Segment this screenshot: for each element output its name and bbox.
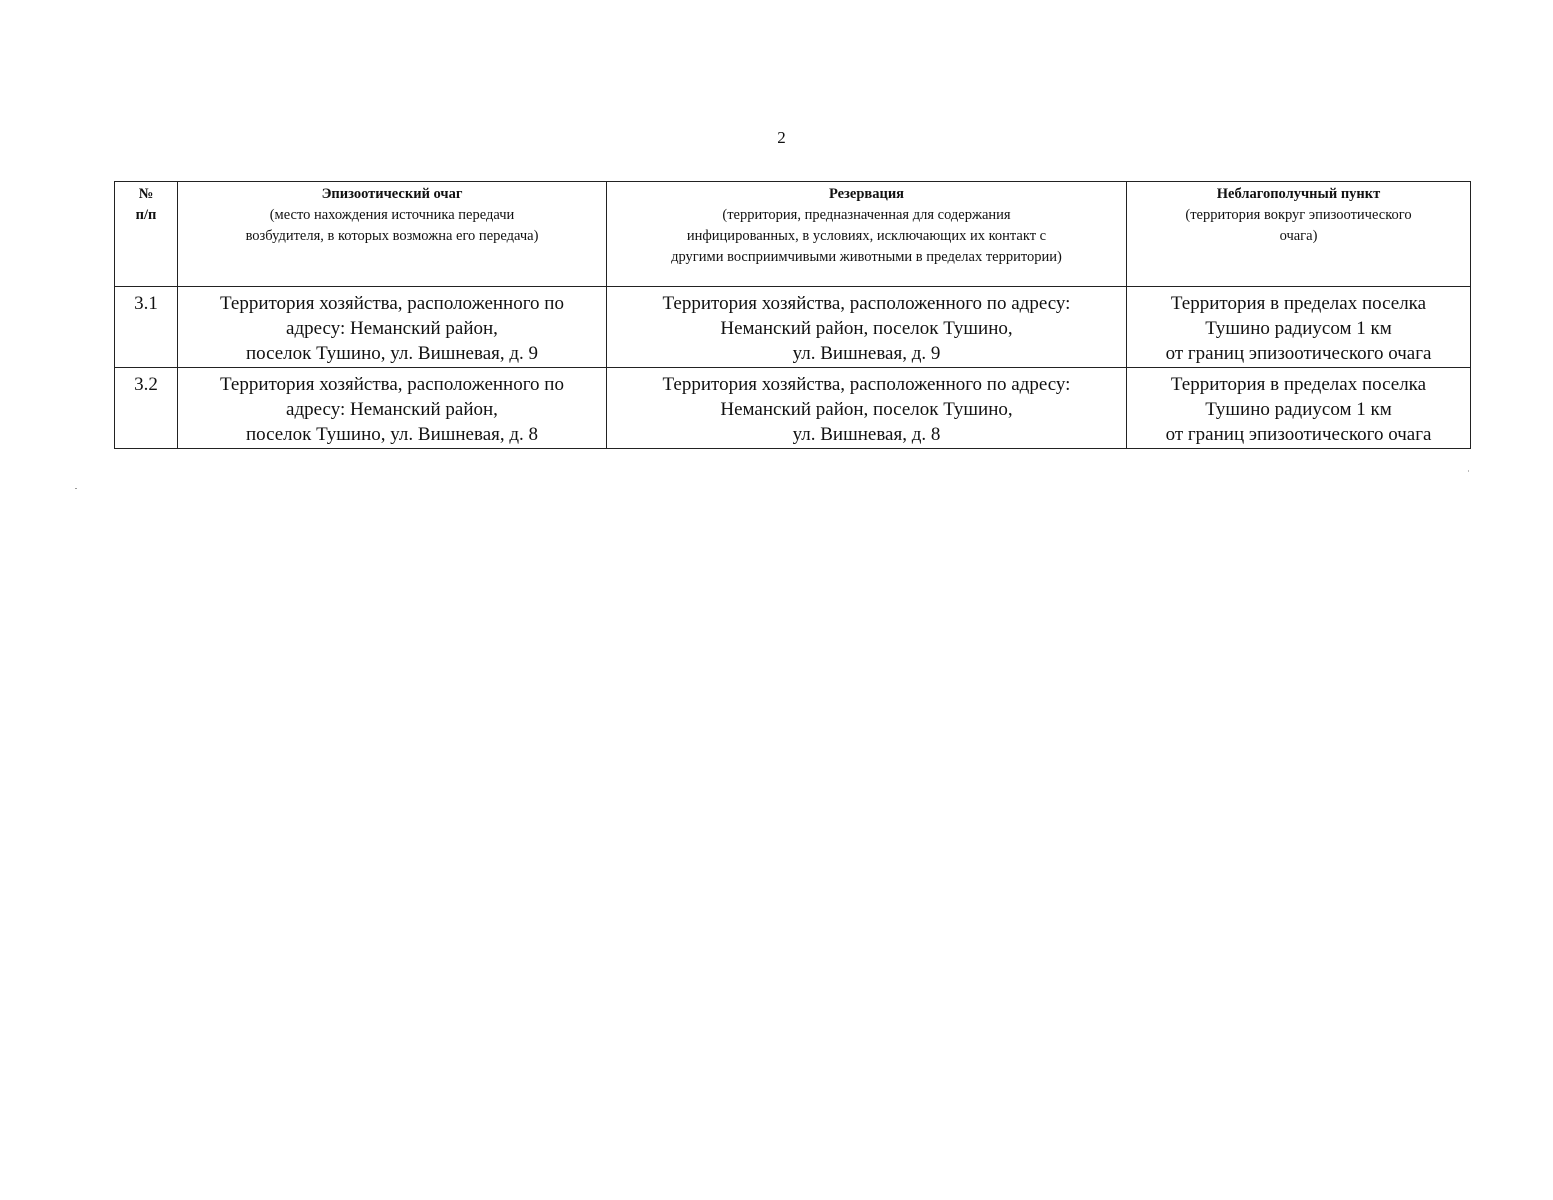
episootic-table <box>114 181 1471 449</box>
header-num-line-2: п/п <box>135 207 157 223</box>
row-reserve-line: ул. Вишневая, д. 9 <box>792 343 941 364</box>
row-focus-line: Территория хозяйства, расположенного по <box>220 374 564 395</box>
row-area-line: Тушино радиусом 1 км <box>1205 399 1392 420</box>
row-area-line: Тушино радиусом 1 км <box>1205 318 1392 339</box>
header-num-line-1: № <box>138 186 154 202</box>
header-focus-title: Эпизоотический очаг <box>321 186 463 202</box>
header-focus-subtitle-2: возбудителя, в которых возможна его передача) <box>245 228 539 244</box>
row-focus-line: поселок Тушино, ул. Вишневая, д. 9 <box>245 343 539 364</box>
row-reserve <box>607 368 1127 449</box>
header-area-subtitle-1: (территория вокруг эпизоотического <box>1185 207 1412 223</box>
header-reserve-title: Резервация <box>828 186 905 202</box>
row-area-line: от границ эпизоотического очага <box>1165 424 1432 445</box>
page-number: 2 <box>777 128 786 147</box>
header-reserve-subtitle-2: инфицированных, в условиях, исключающих их контакт с <box>686 228 1047 244</box>
row-focus-line: Территория хозяйства, расположенного по <box>220 293 564 314</box>
table-header-row <box>115 182 1471 287</box>
row-num: 3.1 <box>115 287 178 368</box>
header-reserve <box>607 182 1127 287</box>
row-area-line: Территория в пределах поселка <box>1170 293 1427 314</box>
row-area-line: от границ эпизоотического очага <box>1165 343 1432 364</box>
header-num <box>115 182 178 287</box>
row-reserve-line: Территория хозяйства, расположенного по адресу: <box>662 293 1071 314</box>
header-reserve-subtitle-3: другими восприимчивыми животными в пределах территории) <box>671 249 1062 265</box>
row-reserve-line: Неманский район, поселок Тушино, <box>720 399 1013 420</box>
row-reserve <box>607 287 1127 368</box>
row-area <box>1127 287 1471 368</box>
table-row <box>115 368 1471 449</box>
table-row <box>115 287 1471 368</box>
row-focus-line: адресу: Неманский район, <box>286 399 498 420</box>
row-focus <box>178 287 607 368</box>
row-area-line: Территория в пределах поселка <box>1170 374 1427 395</box>
row-reserve-line: Неманский район, поселок Тушино, <box>720 318 1013 339</box>
row-area <box>1127 368 1471 449</box>
scan-mark <box>1468 470 1469 472</box>
header-area-subtitle-2: очага) <box>1279 228 1318 244</box>
row-focus-line: адресу: Неманский район, <box>286 318 498 339</box>
row-num: 3.2 <box>115 368 178 449</box>
row-focus <box>178 368 607 449</box>
row-focus-line: поселок Тушино, ул. Вишневая, д. 8 <box>245 424 539 445</box>
row-reserve-line: Территория хозяйства, расположенного по адресу: <box>662 374 1071 395</box>
header-area <box>1127 182 1471 287</box>
row-reserve-line: ул. Вишневая, д. 8 <box>792 424 941 445</box>
header-area-title: Неблагополучный пункт <box>1216 186 1381 202</box>
scan-mark <box>75 488 77 489</box>
header-focus-subtitle-1: (место нахождения источника передачи <box>269 207 515 223</box>
header-focus <box>178 182 607 287</box>
header-reserve-subtitle-1: (территория, предназначенная для содержания <box>722 207 1011 223</box>
